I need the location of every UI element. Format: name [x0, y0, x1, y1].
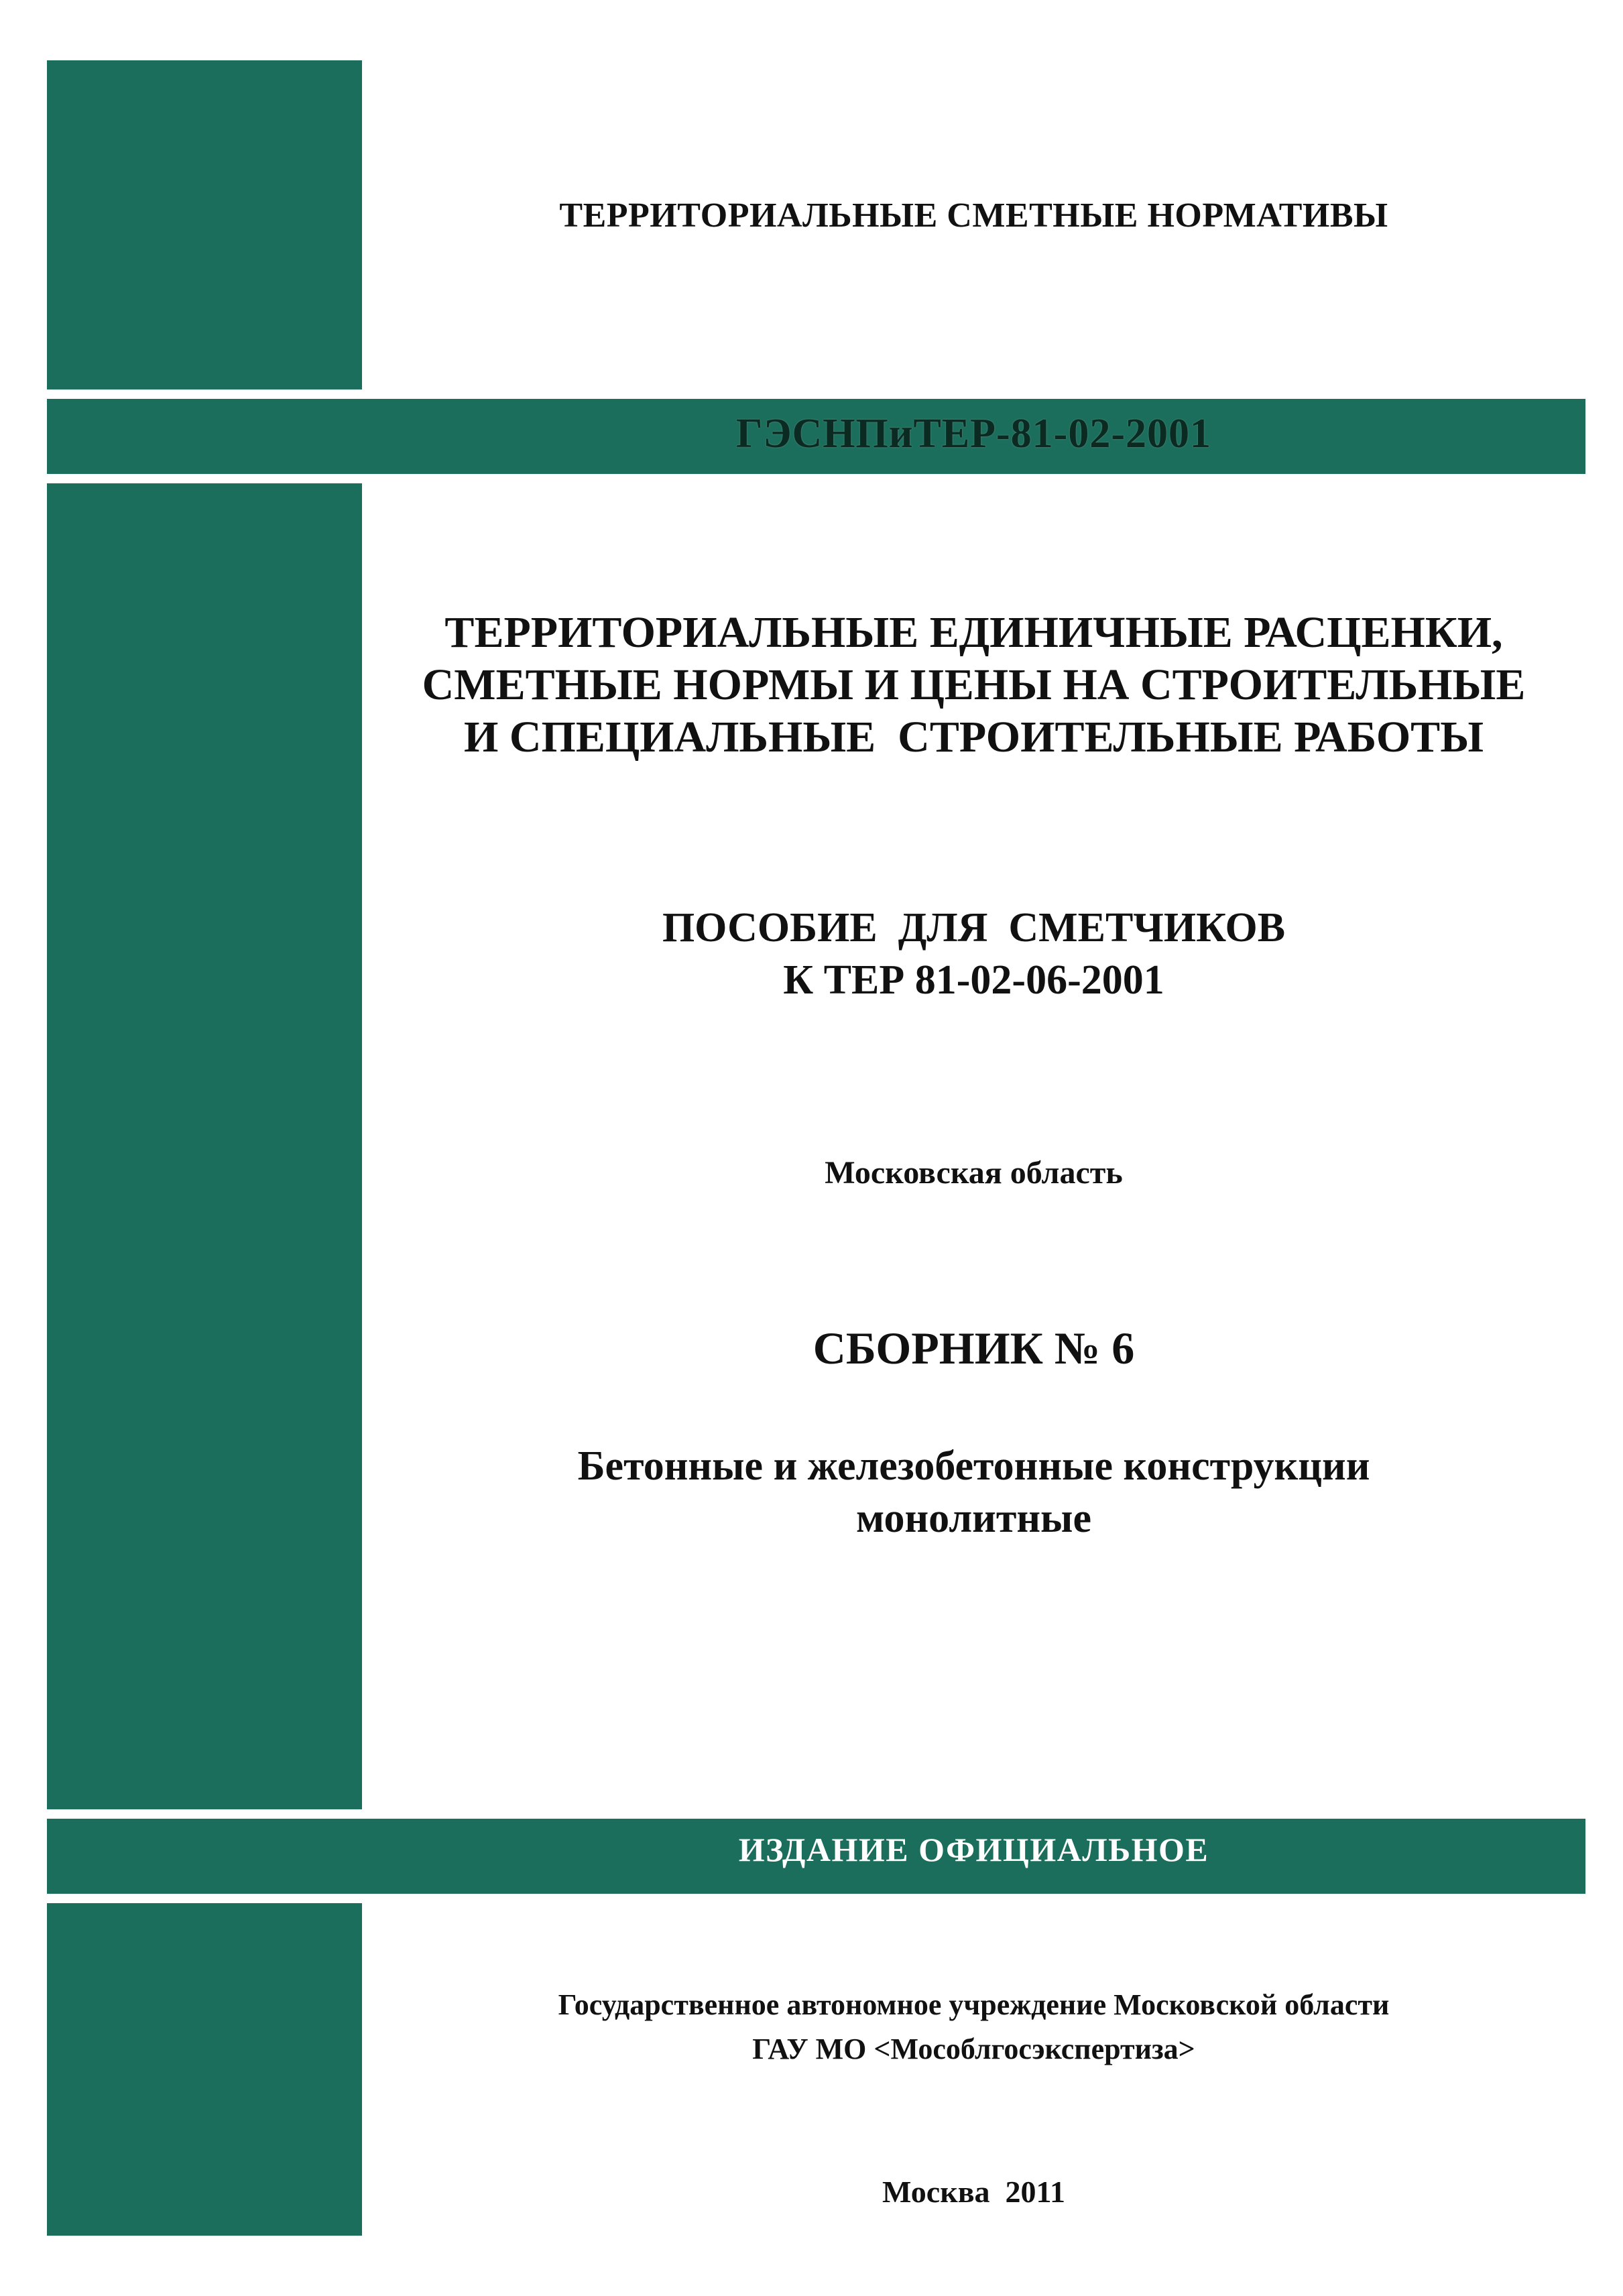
- topic-line: Бетонные и железобетонные конструкции: [577, 1443, 1370, 1489]
- collection-topic: [362, 1440, 1585, 1545]
- stripe-gap: [47, 389, 362, 399]
- main-title-line: СМЕТНЫЕ НОРМЫ И ЦЕНЫ НА СТРОИТЕЛЬНЫЕ: [422, 660, 1526, 709]
- stripe-gap: [47, 474, 362, 483]
- main-title-line: И СПЕЦИАЛЬНЫЕ СТРОИТЕЛЬНЫЕ РАБОТЫ: [464, 713, 1484, 762]
- place-and-year: Москва 2011: [882, 2175, 1066, 2209]
- document-code: ГЭСНПиТЕР-81-02-2001: [736, 411, 1211, 457]
- publisher-line: ГАУ МО <Мособлгосэкспертиза>: [752, 2033, 1195, 2065]
- publisher: [362, 1983, 1585, 2071]
- publisher-line: Государственное автономное учреждение Московской области: [558, 1988, 1390, 2021]
- cover-vertical-stripe: [47, 60, 362, 2236]
- subtitle-line: К ТЕР 81-02-06-2001: [783, 957, 1164, 1003]
- collection-number: СБОРНИК № 6: [813, 1323, 1135, 1374]
- subtitle: [362, 902, 1585, 1006]
- subtitle-line: ПОСОБИЕ ДЛЯ СМЕТЧИКОВ: [662, 905, 1286, 951]
- main-title-line: ТЕРРИТОРИАЛЬНЫЕ ЕДИНИЧНЫЕ РАСЦЕНКИ,: [444, 608, 1503, 657]
- topic-line: монолитные: [856, 1496, 1091, 1541]
- main-title: [362, 607, 1585, 764]
- region-label: Московская область: [825, 1155, 1123, 1191]
- series-header: ТЕРРИТОРИАЛЬНЫЕ СМЕТНЫЕ НОРМАТИВЫ: [559, 196, 1388, 235]
- stripe-gap: [47, 1894, 362, 1903]
- official-edition-label: ИЗДАНИЕ ОФИЦИАЛЬНОЕ: [738, 1831, 1209, 1868]
- stripe-gap: [47, 1809, 362, 1819]
